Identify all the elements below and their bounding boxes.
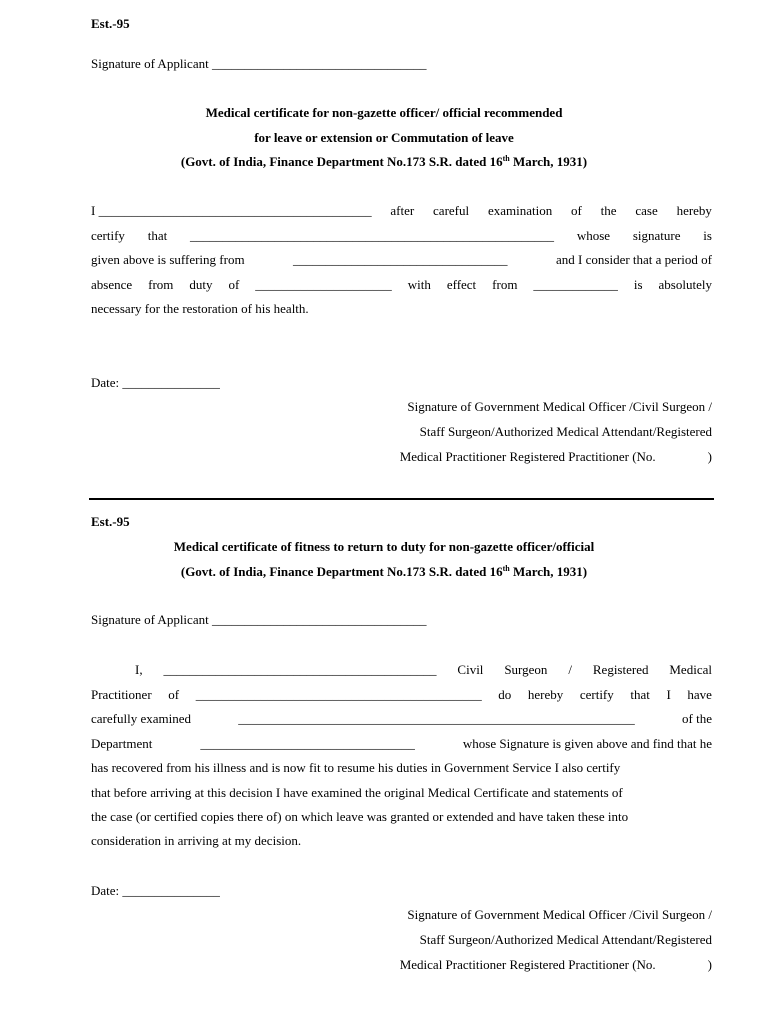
text-span: _____________________________________________________________ — [238, 711, 635, 726]
body-line-3 — [91, 711, 712, 727]
certificate-title: Medical certificate of fitness to return to duty for non-gazette officer/official — [173, 539, 595, 554]
text-span: the — [600, 203, 617, 218]
text-span: duty — [189, 277, 213, 292]
text-span: certify — [91, 228, 125, 243]
text-span: hereby — [527, 687, 564, 702]
text-span: is — [703, 228, 712, 243]
body-line-3 — [91, 252, 712, 268]
text-span: that — [147, 228, 168, 243]
gov-ref-text: (Govt. of India, Finance Department No.173 S.R. dated 16 — [180, 154, 503, 169]
text-span: do — [498, 687, 512, 702]
body-line-8: consideration in arriving at my decision. — [91, 833, 302, 848]
text-span: absence — [91, 277, 133, 292]
text-span: _________________________________ — [293, 252, 508, 267]
text-span: after — [390, 203, 415, 218]
text-span: given above is suffering from — [91, 252, 245, 267]
text-span: and I consider that a period of — [556, 252, 712, 267]
applicant-signature-line: Signature of Applicant _________________________________ — [91, 56, 427, 71]
text-span: of the — [682, 711, 712, 726]
text-span: with — [407, 277, 431, 292]
text-span: Medical — [669, 662, 712, 677]
text-span: from — [148, 277, 174, 292]
signature-block-line-3: Medical Practitioner Registered Practitioner (No. ) — [399, 957, 712, 972]
signature-block-line-1: Signature of Government Medical Officer /Civil Surgeon / — [407, 399, 712, 414]
body-line-5: has recovered from his illness and is now fit to resume his duties in Government Service I also certify — [91, 760, 621, 775]
text-span: _________________________________ — [200, 736, 415, 751]
text-span: signature — [632, 228, 681, 243]
body-line-5: necessary for the restoration of his health. — [91, 301, 309, 316]
government-reference — [0, 564, 768, 580]
certificate-title: Medical certificate for non-gazette officer/ official recommended — [205, 105, 563, 120]
text-span: examination — [487, 203, 553, 218]
text-span: that — [630, 687, 650, 702]
text-span: I, — [135, 662, 143, 677]
body-line-2 — [91, 687, 712, 703]
gov-ref-superscript: th — [502, 564, 510, 573]
text-span: Registered — [592, 662, 649, 677]
text-span: I — [666, 687, 671, 702]
text-span: certify — [579, 687, 614, 702]
text-span: ____________________________________________ — [195, 687, 482, 702]
text-span: have — [687, 687, 712, 702]
text-span: _____________ — [533, 277, 618, 292]
gov-ref-suffix: March, 1931) — [509, 564, 588, 579]
body-line-4 — [91, 277, 712, 293]
text-span: Practitioner — [91, 687, 152, 702]
est-label: Est.-95 — [91, 514, 130, 529]
body-line-7: the case (or certified copies there of) on which leave was granted or extended and have taken these into — [91, 809, 629, 824]
text-span: case — [635, 203, 658, 218]
body-line-6: that before arriving at this decision I have examined the original Medical Certificate and statements of — [91, 785, 623, 800]
text-span: / — [568, 662, 572, 677]
est-label: Est.-95 — [91, 16, 130, 31]
text-span: carefully examined — [91, 711, 191, 726]
text-span: of — [168, 687, 180, 702]
text-span: Department — [91, 736, 153, 751]
text-span: Surgeon — [504, 662, 548, 677]
text-span: whose — [576, 228, 611, 243]
date-line: Date: _______________ — [91, 375, 220, 390]
section-divider — [89, 498, 714, 500]
signature-block-line-1: Signature of Government Medical Officer /Civil Surgeon / — [407, 907, 712, 922]
gov-ref-text: (Govt. of India, Finance Department No.173 S.R. dated 16 — [180, 564, 503, 579]
gov-ref-suffix: March, 1931) — [509, 154, 588, 169]
signature-block-line-2: Staff Surgeon/Authorized Medical Attendant/Registered — [419, 424, 712, 439]
text-span: of — [571, 203, 582, 218]
text-span: ________________________________________________________ — [190, 228, 555, 243]
text-span: __________________________________________ — [163, 662, 437, 677]
text-span: whose Signature is given above and find that he — [462, 736, 712, 751]
text-span: hereby — [676, 203, 712, 218]
text-span: absolutely — [658, 277, 712, 292]
text-span: from — [492, 277, 518, 292]
applicant-signature-line: Signature of Applicant _________________________________ — [91, 612, 427, 627]
signature-block-line-2: Staff Surgeon/Authorized Medical Attendant/Registered — [419, 932, 712, 947]
gov-ref-superscript: th — [502, 154, 510, 163]
text-span: of — [228, 277, 240, 292]
text-span: careful — [433, 203, 470, 218]
signature-block-line-3: Medical Practitioner Registered Practitioner (No. ) — [399, 449, 712, 464]
government-reference — [0, 154, 768, 170]
body-line-2 — [91, 228, 712, 244]
body-line-1 — [135, 662, 712, 678]
text-span: is — [633, 277, 643, 292]
body-line-1 — [91, 203, 712, 219]
certificate-subtitle: for leave or extension or Commutation of leave — [254, 130, 514, 145]
text-span: effect — [446, 277, 477, 292]
text-span: I __________________________________________ — [91, 203, 372, 218]
text-span: Civil — [457, 662, 484, 677]
text-span: _____________________ — [255, 277, 392, 292]
date-line: Date: _______________ — [91, 883, 220, 898]
body-line-4 — [91, 736, 712, 752]
